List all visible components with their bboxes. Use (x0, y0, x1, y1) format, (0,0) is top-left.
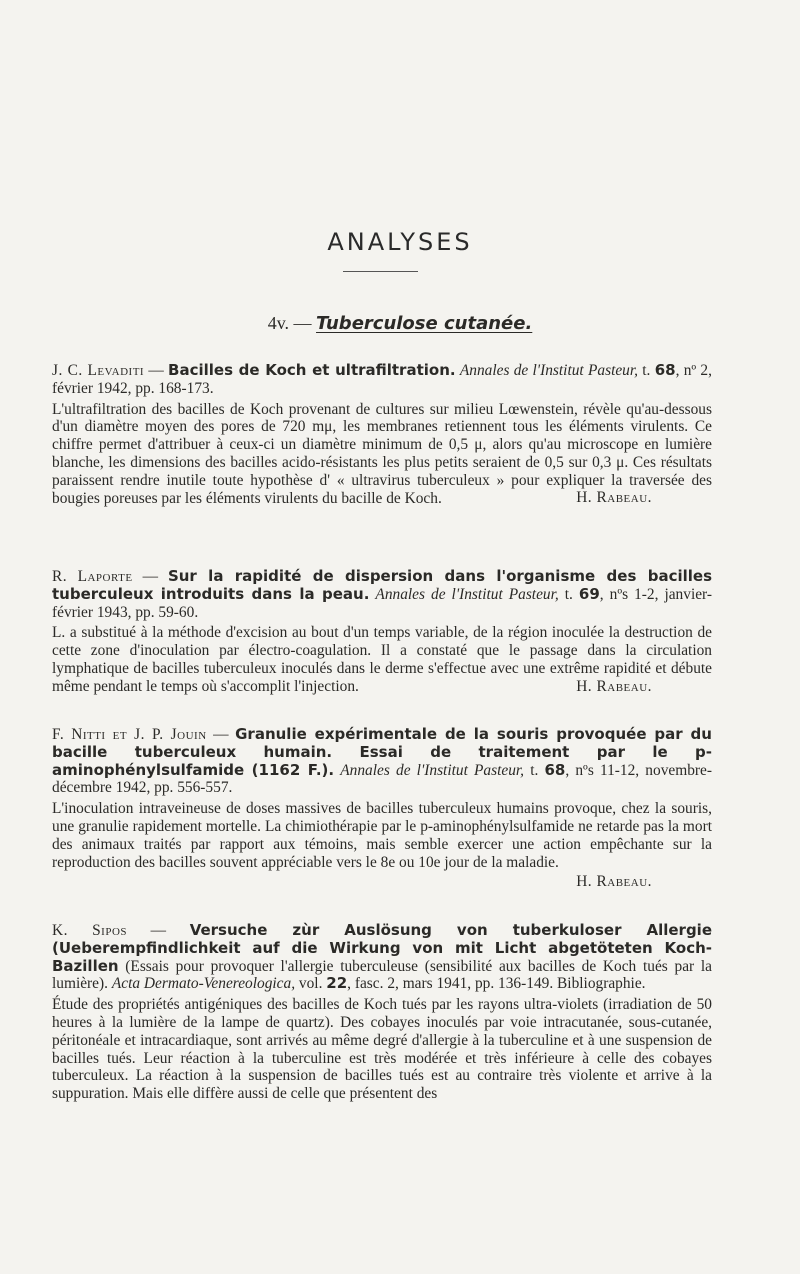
article-header: J. C. Levaditi — Bacilles de Koch et ultrafiltration. Annales de l'Institut Pasteur, t. 68, nº 2, février 1942, pp. 168-173. (52, 361, 712, 397)
article-author: J. C. Levaditi (52, 362, 145, 379)
article-header: K. Sipos — Versuche zùr Auslösung von tuberkuloser Allergie (Ueberempfindlichkeit auf die Wirkung von mit Licht abgetöteten Koch-Bazillen (Essais pour provoquer l'allergie tuberculeuse (sensibilité aux bacilles de Koch tués par la lumière). Acta Dermato-Venereologica, vol. 22, fasc. 2, mars 1941, pp. 136-149. Bibliographie. (52, 921, 712, 993)
article-title: Bacilles de Koch et ultrafiltration. (168, 361, 456, 379)
article-title: Versuche zùr Auslösung von tuberkuloser Allergie (Ueberempfindlichkeit auf die Wirkung von mit Licht abgetöteten Koch-Bazillen (52, 921, 712, 975)
article-sipos (52, 922, 712, 1103)
section-title: Tuberculose cutanée. (316, 313, 533, 334)
article-reference: , fasc. 2, mars 1941, pp. 136-149. Bibliographie. (347, 975, 646, 993)
article-signature: H. Rabeau. (576, 677, 652, 695)
article-body: L'ultrafiltration des bacilles de Koch provenant de cultures sur milieu Lœwenstein, révèle qu'au-dessous d'un diamètre moyen des pores de 720 mμ, les membranes retiennent tous les éléments virulents. Ce chiffre permet d'attribuer à ceux-ci un diamètre minimum de 0,5 μ, alors qu'au microscope en lumière blanche, les dimensions des bacilles acido-résistants les plus petits seraient de 0,5 sur 0,3 μ. Ces résultats paraissent rendre inutile toute hypothèse d' « ultravirus tuberculeux » pour expliquer la traversée des bougies poreuses par les éléments virulents du bacille de Koch. (52, 400, 712, 507)
article-title: Granulie expérimentale de la souris provoquée par du bacille tuberculeux humain. Essai de traitement par le p-aminophénylsulfamide (1162 F.). (52, 725, 712, 779)
article-journal: Annales de l'Institut Pasteur, (340, 761, 525, 779)
article-header: F. Nitti et J. P. Jouin — Granulie expérimentale de la souris provoquée par du bacille tuberculeux humain. Essai de traitement par le p-aminophénylsulfamide (1162 F.). Annales de l'Institut Pasteur, t. 68, nºs 11-12, novembre-décembre 1942, pp. 556-557. (52, 725, 712, 797)
article-journal: Annales de l'Institut Pasteur, (375, 585, 559, 603)
article-header: R. Laporte — Sur la rapidité de dispersion dans l'organisme des bacilles tuberculeux introduits dans la peau. Annales de l'Institut Pasteur, t. 69, nºs 1-2, janvier-février 1943, pp. 59-60. (52, 567, 712, 621)
section-number: 4v. — (267, 313, 312, 333)
article-author: K. Sipos (52, 922, 128, 939)
article-volume: 22 (326, 974, 348, 993)
article-author: F. Nitti et J. P. Jouin (52, 726, 207, 743)
article-nitti-jouin (52, 726, 712, 891)
article-title: Sur la rapidité de dispersion dans l'organisme des bacilles tuberculeux introduits dans la peau. (52, 567, 712, 603)
article-body: L. a substitué à la méthode d'excision au bout d'un temps variable, de la région inoculée la destruction de cette zone d'inoculation par électro-coagulation. Il a constaté que le passage dans la circulation lymphatique de bacilles tuberculeux inoculés dans le derme s'effectue avec une extrême rapidité et débute même pendant le temps où s'accomplit l'injection. (52, 624, 712, 695)
article-volume: 68 (654, 361, 676, 379)
article-body: Étude des propriétés antigéniques des bacilles de Koch tués par les rayons ultra-violets (irradiation de 50 heures à la lumière de la lampe de quartz). Des cobayes inoculés par voie intracutanée, sous-cutanée, péritonéale et intracardiaque, sont arrivés au même degré d'allergie à la tuberculine et à une suspension de bacilles tués. Leur réaction à la tuberculine est très modérée et très inférieure à celle des cobayes tuberculeux. La réaction à la suspension de bacilles tués est au contraire très violente et arrive à la suppuration. Mais elle diffère aussi de celle que présentent des (52, 996, 712, 1103)
article-journal: Annales de l'Institut Pasteur, (459, 362, 638, 379)
title-underline (343, 271, 418, 272)
article-reference: , nºs 1-2, janvier-février 1943, pp. 59-60. (52, 585, 712, 621)
article-reference: , nºs 11-12, novembre-décembre 1942, pp. 556-557. (52, 761, 712, 797)
article-reference: , nº 2, février 1942, pp. 168-173. (52, 362, 712, 397)
article-signature: H. Rabeau. (576, 873, 652, 891)
article-volume: 69 (578, 584, 600, 603)
section-heading (0, 313, 800, 334)
article-journal: Acta Dermato-Venereologica, (111, 975, 296, 993)
article-volume: 68 (544, 760, 566, 779)
article-title-translation: (Essais pour provoquer l'allergie tuberculeuse (sensibilité aux bacilles de Koch tués par la lumière). (52, 957, 712, 993)
article-laporte (52, 568, 712, 695)
article-body: L'inoculation intraveineuse de doses massives de bacilles tuberculeux humains provoque, chez la souris, une granulie rapidement mortelle. La chimiothérapie par le p-aminophénylsulfamide ne retarde pas la mort des animaux traités par rapport aux témoins, mais semble exercer une action empêchante sur la reproduction des bacilles souvent appréciable vers le 8e ou 10e jour de la maladie. (52, 800, 712, 871)
article-author: R. Laporte (52, 568, 133, 585)
article-signature: H. Rabeau. (576, 489, 652, 507)
page-title: ANALYSES (327, 228, 473, 256)
article-levaditi (52, 362, 712, 507)
